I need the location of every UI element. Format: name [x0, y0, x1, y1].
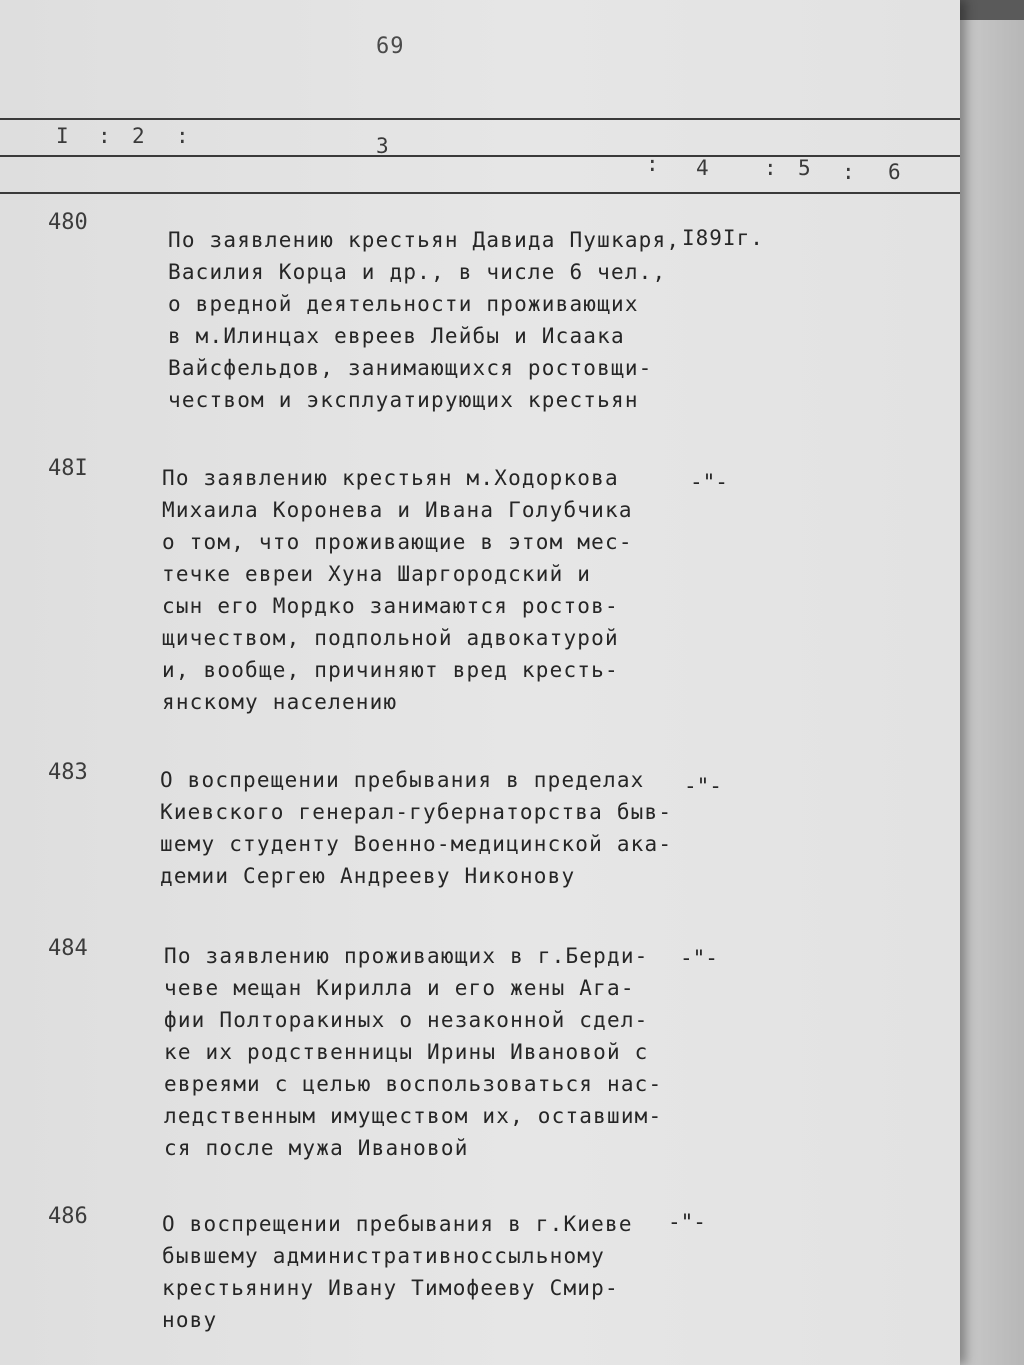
- description-line: янскому населению: [162, 690, 398, 714]
- entry-number: 480: [48, 210, 88, 235]
- description-line: сын его Мордко занимаются ростов-: [162, 594, 619, 618]
- description-line: чеством и эксплуатирующих крестьян: [168, 388, 639, 412]
- entry-description: [162, 462, 662, 718]
- entry-description: [162, 1208, 662, 1336]
- column-header-6: 6: [888, 160, 901, 184]
- entry-date-ditto: -"-: [680, 946, 718, 970]
- description-line: По заявлению проживающих в г.Берди-: [164, 944, 649, 968]
- description-line: крестьянину Ивану Тимофееву Смир-: [162, 1276, 619, 1300]
- page-number: 69: [376, 34, 405, 59]
- description-line: щичеством, подпольной адвокатурой: [162, 626, 619, 650]
- description-line: о том, что проживающие в этом мес-: [162, 530, 633, 554]
- column-header-4: 4: [696, 156, 709, 180]
- description-line: О воспрещении пребывания в пределах: [160, 768, 645, 792]
- entry-date-ditto: -"-: [684, 774, 722, 798]
- column-separator: :: [764, 156, 777, 180]
- description-line: демии Сергею Андрееву Никонову: [160, 864, 576, 888]
- description-line: Киевского генерал-губернаторства быв-: [160, 800, 673, 824]
- description-line: бывшему административноссыльному: [162, 1244, 605, 1268]
- description-line: фии Полторакиных о незаконной сдел-: [164, 1008, 649, 1032]
- description-line: Василия Корца и др., в числе 6 чел.,: [168, 260, 667, 284]
- description-line: шему студенту Военно-медицинской ака-: [160, 832, 673, 856]
- entry-number: 48I: [48, 456, 88, 481]
- description-line: По заявлению крестьян м.Ходоркова: [162, 466, 619, 490]
- description-line: Вайсфельдов, занимающихся ростовщи-: [168, 356, 653, 380]
- column-separator: :: [98, 124, 111, 148]
- description-line: и, вообще, причиняют вред кресть-: [162, 658, 619, 682]
- column-header-2: 2: [132, 124, 145, 148]
- column-header-3: 3: [376, 134, 389, 158]
- header-middle-rule: [0, 155, 960, 157]
- description-line: чеве мещан Кирилла и его жены Ага-: [164, 976, 635, 1000]
- description-line: ся после мужа Ивановой: [164, 1136, 469, 1160]
- header-bottom-rule: [0, 192, 960, 194]
- description-line: в м.Илинцах евреев Лейбы и Исаака: [168, 324, 625, 348]
- entry-number: 483: [48, 760, 88, 785]
- description-line: По заявлению крестьян Давида Пушкаря,: [168, 228, 681, 252]
- description-line: евреями с целью воспользоваться нас-: [164, 1072, 663, 1096]
- entry-number: 486: [48, 1204, 88, 1229]
- description-line: о вредной деятельности проживающих: [168, 292, 639, 316]
- entry-date: I89Iг.: [682, 226, 764, 250]
- entry-number: 484: [48, 936, 88, 961]
- description-line: О воспрещении пребывания в г.Киеве: [162, 1212, 633, 1236]
- description-line: нову: [162, 1308, 218, 1332]
- entry-description: [168, 224, 681, 416]
- description-line: Михаила Коронева и Ивана Голубчика: [162, 498, 633, 522]
- description-line: течке евреи Хуна Шаргородский и: [162, 562, 592, 586]
- entry-description: [160, 764, 673, 892]
- column-separator: :: [646, 152, 659, 176]
- entry-date-ditto: -"-: [668, 1210, 706, 1234]
- description-line: ледственным имуществом их, оставшим-: [164, 1104, 663, 1128]
- description-line: ке их родственницы Ирины Ивановой с: [164, 1040, 649, 1064]
- entry-description: [164, 940, 664, 1164]
- table-top-rule: [0, 118, 960, 120]
- column-separator: :: [176, 124, 189, 148]
- entry-date-ditto: -"-: [690, 470, 728, 494]
- column-separator: :: [842, 160, 855, 184]
- column-header-5: 5: [798, 156, 811, 180]
- column-header-1: I: [56, 124, 69, 148]
